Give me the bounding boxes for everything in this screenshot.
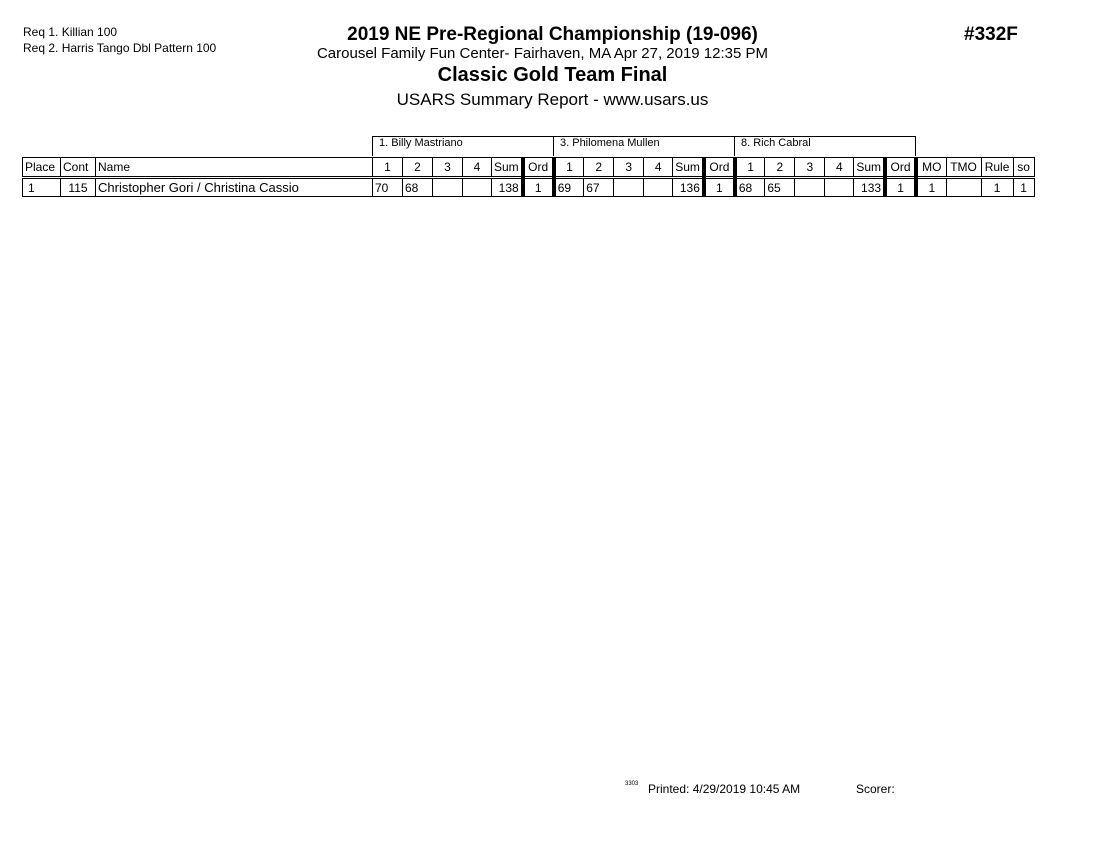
cell-j1-s2: 68 <box>403 178 433 197</box>
col-j1-s1: 1 <box>373 158 403 178</box>
cell-mo: 1 <box>916 178 946 197</box>
col-j1-ord: Ord <box>523 158 554 178</box>
judge-3-label: 8. Rich Cabral <box>735 137 916 157</box>
footer-code: 3303 <box>625 781 639 787</box>
col-j1-s4: 4 <box>463 158 492 178</box>
cell-j2-ord: 1 <box>704 178 735 197</box>
judge-1-label: 1. Billy Mastriano <box>373 137 554 157</box>
event-name: Classic Gold Team Final <box>437 64 668 86</box>
col-j2-ord: Ord <box>704 158 735 178</box>
col-j2-s2: 2 <box>584 158 614 178</box>
col-mo: MO <box>916 158 946 178</box>
col-rule: Rule <box>981 158 1013 178</box>
col-j3-s1: 1 <box>735 158 765 178</box>
competition-title: 2019 NE Pre-Regional Championship (19-096) <box>347 24 758 45</box>
results-table <box>22 157 1035 197</box>
col-name: Name <box>96 158 373 178</box>
scorer-label: Scorer: <box>856 782 895 796</box>
col-j1-s2: 2 <box>403 158 433 178</box>
judge-2-label: 3. Philomena Mullen <box>554 137 735 157</box>
cell-name: Christopher Gori / Christina Cassio <box>96 178 373 197</box>
printed-timestamp: Printed: 4/29/2019 10:45 AM <box>648 782 801 796</box>
cell-j3-s3 <box>795 178 825 197</box>
col-j3-sum: Sum <box>854 158 885 178</box>
cell-j2-s2: 67 <box>584 178 614 197</box>
cell-j3-s4 <box>825 178 854 197</box>
cell-j3-sum: 133 <box>854 178 885 197</box>
report-name: USARS Summary Report - www.usars.us <box>396 90 709 109</box>
table-header-row <box>23 158 1035 178</box>
col-j3-ord: Ord <box>885 158 916 178</box>
cell-j1-s1: 70 <box>373 178 403 197</box>
cell-j2-s4 <box>644 178 673 197</box>
cell-place: 1 <box>23 178 61 197</box>
cell-j3-s2: 65 <box>765 178 795 197</box>
table-row <box>23 178 1035 197</box>
cell-tmo <box>946 178 981 197</box>
col-j2-sum: Sum <box>673 158 704 178</box>
cell-cont: 115 <box>61 178 96 197</box>
cell-j1-s4 <box>463 178 492 197</box>
cell-j3-s1: 68 <box>735 178 765 197</box>
cell-j1-sum: 138 <box>492 178 523 197</box>
cell-j2-s1: 69 <box>554 178 584 197</box>
col-tmo: TMO <box>946 158 981 178</box>
col-j3-s2: 2 <box>765 158 795 178</box>
event-number: #332F <box>964 24 1018 45</box>
col-j1-sum: Sum <box>492 158 523 178</box>
col-j3-s4: 4 <box>825 158 854 178</box>
venue-line: Carousel Family Fun Center- Fairhaven, MA Apr 27, 2019 12:35 PM <box>316 45 769 62</box>
col-j1-s3: 3 <box>433 158 463 178</box>
cell-rule: 1 <box>981 178 1013 197</box>
cell-j3-ord: 1 <box>885 178 916 197</box>
requirement-2: Req 2. Harris Tango Dbl Pattern 100 <box>23 41 217 55</box>
col-j2-s1: 1 <box>554 158 584 178</box>
col-j3-s3: 3 <box>795 158 825 178</box>
cell-so: 1 <box>1013 178 1034 197</box>
col-place: Place <box>23 158 61 178</box>
judges-header <box>372 136 916 156</box>
col-cont: Cont <box>61 158 96 178</box>
col-j2-s4: 4 <box>644 158 673 178</box>
col-so: so <box>1013 158 1034 178</box>
cell-j1-ord: 1 <box>523 178 554 197</box>
col-j2-s3: 3 <box>614 158 644 178</box>
cell-j2-s3 <box>614 178 644 197</box>
requirement-1: Req 1. Killian 100 <box>23 25 118 39</box>
cell-j2-sum: 136 <box>673 178 704 197</box>
cell-j1-s3 <box>433 178 463 197</box>
